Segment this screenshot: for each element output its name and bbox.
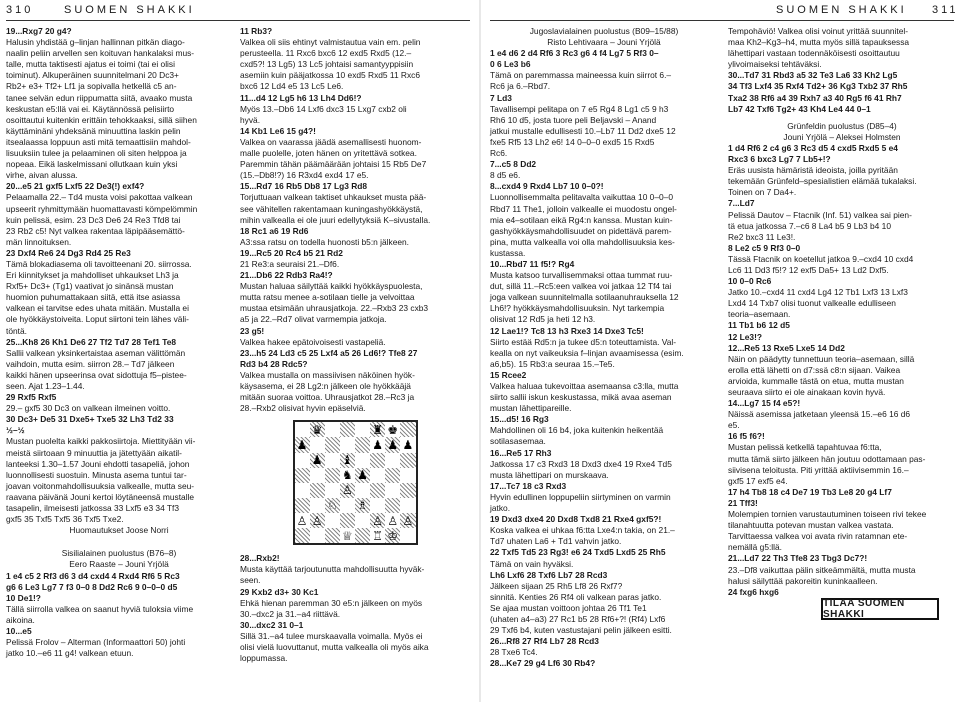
move-line: 21 Tff3! (728, 497, 758, 508)
text-line: gxf5 17 exf5 e4. (728, 475, 788, 486)
text-line: nopeaa. Eikä laskelmissani ollutkaan kuin yksi (6, 159, 178, 170)
move-line: 17...Tc7 18 c3 Rxd3 (490, 480, 567, 491)
text-line: meistä siirtoaan 9 minuuttia ja jätettyään aikatil- (6, 447, 182, 458)
board-square: ♔ (385, 528, 400, 543)
text-line: Näissä asemissa jatketaan yleensä 15.–e6 16 d6 (728, 409, 911, 420)
text-line: luonnollisesti suostuin. Minusta asema tuntui tar- (6, 469, 187, 480)
text-line: Rc6. (490, 148, 508, 159)
text-line: Tämä on paremmassa maineessa kuin siirrot 6.– (490, 70, 672, 81)
text-line: män linnoituksen. (6, 236, 72, 247)
text-line: musta lähettipari on murskaava. (490, 469, 609, 480)
text-line: Valkea on vaarassa jäädä asemallisesti huonom- (240, 136, 422, 147)
left-page-number: 310 (6, 4, 34, 16)
move-line: 16...Re5 17 Rh3 (490, 447, 552, 458)
text-line: Halusin yhdistää g–linjan hallinnan pitkän diago- (6, 37, 185, 48)
text-line: Rc6 ja 6.–Rbd7. (490, 81, 551, 92)
text-line: Mustan haluaa säilyttää kaikki hyökkäyspuolesta, (240, 281, 423, 292)
board-square (325, 437, 340, 452)
text-line: Tempohäviö! Valkea olisi voinut yrittää suunnitel- (728, 26, 908, 36)
move-line: 16 f5 f6?! (728, 431, 765, 442)
text-line: Myös 13.–Db6 14 Lxf6 dxc3 15 Lxg7 cxb2 oli (240, 103, 407, 114)
column-4 (728, 26, 956, 597)
move-line: 11 Rb3? (240, 26, 273, 36)
board-square (400, 483, 415, 498)
board-square (340, 498, 355, 513)
board-square (310, 528, 325, 543)
move-line: 8 Le2 c5 9 Rf3 0–0 (728, 242, 801, 253)
game-heading: Jugoslavialainen puolustus (B09–15/88) (529, 26, 679, 36)
board-square (370, 483, 385, 498)
text-line: Valkea haluaa tukevoittaa asemaansa c3:lla, mutta (490, 381, 679, 391)
board-square (295, 453, 310, 468)
board-square: ♙ (370, 513, 385, 528)
text-line: seen. Ajat 1.23–1.44. (6, 381, 85, 391)
board-square (385, 468, 400, 483)
board-square: ♟ (295, 437, 310, 452)
subscribe-badge[interactable]: TILAA SUOMEN SHAKKI (821, 598, 939, 620)
board-square (325, 422, 340, 437)
move-line: 26...Rf8 27 Rf4 Lb7 28 Rcd3 (490, 636, 599, 647)
move-line: 12 Lae1!? Tc8 13 h3 Rxe3 14 Dxe3 Tc5! (490, 325, 644, 336)
text-line: cxd5?! 13 Lg5) 13 Lc5 johtaisi samantyyppisiin (240, 59, 414, 70)
board-square (385, 498, 400, 513)
chess-diagram (293, 420, 418, 545)
text-line: siirto sallii iskun keskustassa, mikä avaa aseman (490, 392, 672, 403)
text-line: A3:ssa ratsu on todella huonosti b5:n jälkeen. (240, 236, 410, 247)
move-line: 7 Ld3 (490, 92, 512, 103)
board-square (325, 468, 340, 483)
text-line: olisi vielä luovuttanut, mutta valkealla oli myös aika (240, 642, 429, 653)
board-square: ♙ (385, 513, 400, 528)
text-line: e5. (728, 420, 740, 431)
move-line: 1 d4 Rf6 2 c4 g6 3 Rc3 d5 4 cxd5 Rxd5 5 e4 (728, 142, 898, 153)
move-line: 7...Ld7 (728, 198, 755, 209)
board-square (400, 498, 415, 513)
text-line: seen. (240, 575, 261, 586)
move-line: Lh6 Lxf6 28 Txf6 Lb7 28 Rcd3 (490, 569, 608, 580)
text-line: Rbd7 11 The1, jolloin valkealle ei muodostu ongel- (490, 203, 677, 214)
board-square (355, 483, 370, 498)
board-square (295, 468, 310, 483)
text-line: a5 ja 22.–Rd7 olivat varmempia jatkoja. (240, 314, 387, 325)
text-line: vaihdoin, mutta esim. siirron 28.– Td7 jälkeen (6, 358, 175, 369)
board-square: ♙ (400, 513, 415, 528)
board-square: ♟ (355, 468, 370, 483)
text-line: talle, mutta taktisesti ajatus ei toimi (tai ei olisi (6, 59, 175, 70)
text-line: Valkea hakee epätoivoisesti vastapeliä. (240, 336, 386, 347)
move-line: 8...cxd4 9 Rxd4 Lb7 10 0–0?! (490, 181, 604, 192)
text-line: kaikki hänen upseerinsa ovat sidottuja f5–pistee- (6, 369, 187, 380)
move-line: 12...Re5 13 Rxe5 Lxe5 14 Dd2 (728, 342, 845, 353)
text-line: Valkea oli siis ehtinyt valmistautua vain em. pelin (240, 37, 421, 48)
text-line: 29 Txf6 b4, kuten vastustajani pelin jälkeen esitti. (490, 625, 672, 636)
move-line: 11...d4 12 Lg5 h6 13 Lh4 Dd6!? (240, 92, 362, 103)
text-line: Pelissä Frolov – Alterman (Informaattori 50) johti (6, 637, 186, 648)
text-line: töntä. (6, 325, 27, 336)
move-line: ½–½ (6, 425, 25, 436)
text-line: perusteella. 11 Rxc6 bxc6 12 exd5 Rxd5 (12.– (240, 48, 412, 59)
text-line: Hyvin edullinen loppupeliin siirtyminen on varmin (490, 491, 671, 502)
game-heading: Eero Raaste – Jouni Yrjölä (69, 559, 169, 570)
board-square: ♙ (340, 483, 355, 498)
text-line: Lh6!? hyökkäysmahdollisuuksin. Nyt tarkempia (490, 303, 665, 314)
text-line: Lc6 11 Dd3 f5!? 12 exf5 Da5+ 13 Ld2 Dxf5. (728, 264, 889, 275)
text-line: joavan voitonmahdollisuuksia valkealle, mutta seu- (6, 480, 195, 491)
move-line: 30...Td7 31 Rbd3 a5 32 Te3 La6 33 Kh2 Lg5 (728, 70, 898, 81)
text-line: nemällä g5:llä. (728, 542, 783, 553)
board-square: ♗ (355, 498, 370, 513)
text-line: teoria–asemaan. (728, 309, 791, 320)
board-square: ♚ (385, 422, 400, 437)
text-line: kuin pelissä, esim. 23 Dc3 De6 24 Re3 Tfd8 tai (6, 214, 181, 225)
text-line: halusi säilyttää pakoreitin kuninkaalleen. (728, 575, 878, 586)
move-line: 11 Tb1 b6 12 d5 (728, 320, 790, 331)
board-square: ♕ (340, 528, 355, 543)
text-line: maa Kh2–Kg3–h4, mutta myös sillä tapauksessa (728, 37, 910, 48)
text-line: erolla että lähetti on d7:ssä c8:n sijaan. Vaikea (728, 364, 901, 375)
board-square (355, 513, 370, 528)
text-line: huomion puhumattakaan siitä, että itse asiassa (6, 292, 181, 303)
board-square (385, 483, 400, 498)
right-page-number: 311 (932, 4, 959, 16)
move-line: 23 g5! (240, 325, 265, 336)
text-line: Td7 uhaten La6 + Td1 vahvin jatko. (490, 536, 622, 547)
board-square (400, 422, 415, 437)
move-line: 10 De1!? (6, 592, 41, 603)
text-line: lisuuksiin tulee ja pelaaminen oli siten helppoa ja (6, 148, 187, 159)
board-square (310, 437, 325, 452)
column-2-top (240, 26, 470, 414)
board-square (400, 528, 415, 543)
board-square (340, 513, 355, 528)
move-line: 19 Dxd3 dxe4 20 Dxd8 Txd8 21 Rxe4 gxf5?! (490, 514, 662, 525)
text-line: olisivat 12 Rd5 ja heti 12 h3. (490, 314, 596, 325)
right-header-rule (490, 20, 954, 21)
board-square: ♞ (340, 468, 355, 483)
move-line: 19...Rxg7 20 g4? (6, 26, 72, 36)
text-line: Mahdollinen oli 16 b4, joka kuitenkin heikentää (490, 425, 664, 436)
text-line: Valkea mustalla on massiivisen näköinen hyök- (240, 369, 415, 380)
move-line: 34 Tf3 Lxf4 35 Rxf4 Td2+ 36 Kg3 Txb2 37 Rh5 (728, 81, 908, 92)
text-line: Musta katsoo turvallisemmaksi ottaa tummat ruu- (490, 270, 673, 281)
board-square (370, 468, 385, 483)
text-line: Torjuttuaan valkean taktiset uhkaukset musta pää- (240, 192, 427, 203)
board-square (355, 528, 370, 543)
board-square (385, 453, 400, 468)
move-line: 23 Dxf4 Re6 24 Dg3 Rd4 25 Re3 (6, 247, 131, 258)
board-square (295, 483, 310, 498)
text-line: käyttäminäni yhdeksänä minuuttina laskin pelin (6, 125, 181, 136)
board-square (355, 437, 370, 452)
move-line: Txa2 38 Rf6 a4 39 Rxh7 a3 40 Rg5 f6 41 Rh7 (728, 92, 902, 103)
text-line: siivisena teloitusta. Piti yrittää aktiivisemmin 16.– (728, 464, 909, 475)
text-line: Jälkeen sijaan 25 Rh5 Lf8 26 Rxf7? (490, 580, 623, 591)
text-line: Mustan puolelta kaikki pakkosiirtoja. Miettityään vii- (6, 436, 196, 447)
move-line: 10...e5 (6, 625, 32, 636)
text-line: tä etua jatkossa 7.–c6 8 La4 b5 9 Lb3 b4 10 (728, 220, 891, 231)
text-line: sinnitä. Kenties 26 Rf4 oli valkean paras jatko. (490, 591, 662, 602)
move-line: Rd3 b4 28 Rdc5? (240, 358, 308, 369)
move-line: 10...Rbd7 11 f5!? Rg4 (490, 258, 575, 269)
text-line: keskustan e5:llä vai ei. Käytännössä pelisiirto (6, 103, 175, 114)
board-square (340, 437, 355, 452)
column-2 (240, 26, 470, 696)
text-line: virhe, aivan alussa. (6, 170, 78, 181)
game-heading: Grünfeldin puolustus (D85–4) (787, 120, 897, 131)
board-square (370, 453, 385, 468)
text-line: 29.– gxf5 30 Dc3 on valkean ilmeinen voitto. (6, 403, 171, 414)
move-line: 28...Rxb2! (240, 553, 280, 564)
text-line: Sallii valkean yksinkertaistaa aseman välittömän (6, 347, 186, 358)
text-line: Koska valkea ei uhkaa f6:tta Lxe4:n takia, on 21.– (490, 525, 675, 536)
text-line: Jatko 10.–cxd4 11 cxd4 Lg4 12 Tb1 Lxf3 13 Lxf3 (728, 287, 908, 298)
board-square (400, 468, 415, 483)
page-gutter (479, 0, 481, 702)
text-line: hyvä. (240, 114, 261, 125)
board-square (310, 468, 325, 483)
text-line: ole hyökkäystoiveita. Loput siirtoni tein lähes väli- (6, 314, 189, 325)
move-line: 22 Txf5 Td5 23 Rg3! e6 24 Txd5 Lxd5 25 Rh5 (490, 547, 666, 558)
text-line: Re2 bxc3 11 Le3!. (728, 231, 796, 242)
text-line: (uhaten a4–a3) 27 Rc1 b5 28 Rf6+?! (Rf4) Lxf6 (490, 613, 666, 624)
board-square (400, 453, 415, 468)
text-line: mutta ratsu menee a-sotilaan tielle ja velvoittaa (240, 292, 415, 303)
board-square: ♙ (310, 513, 325, 528)
board-square: ♖ (370, 528, 385, 543)
text-line: 21 Re3:a seuraisi 21.–Df6. (240, 258, 340, 269)
text-line: arvioida, kummalle tästä on etua, mutta mustan (728, 375, 904, 386)
text-line: Sillä 31.–a4 tulee murskaavalla voimalla. Myös ei (240, 630, 423, 641)
move-line: 19...Rc5 20 Rc4 b5 21 Rd2 (240, 247, 343, 258)
board-square (325, 528, 340, 543)
text-line: raavana päivänä Jouni kertoi löytäneensä mustalle (6, 491, 195, 502)
text-line: Rxf5+ Dc3+ (Tg1) vaativat jo sinänsä mustan (6, 281, 174, 292)
text-line: Molempien tornien varustautuminen toiseen rivi tekee (728, 509, 927, 520)
board-square: ♙ (295, 513, 310, 528)
text-line: kealla on nyt vaikeuksia f–linjan avaamisessa (esim. (490, 347, 684, 358)
text-line: gxf5 35 Txf5 Txf5 36 Txf5 Txe2. (6, 514, 124, 525)
text-line: fxe5 Rf5 13 Lh2 e6! 14 0–0–0 exd5 15 Rxd5 (490, 136, 655, 147)
text-line: mustaa etsimään uhrausjatkoja. 22.–Rxb3 23 cxb3 (240, 303, 429, 314)
move-line: 14...Lg7 15 f4 e5?! (728, 398, 801, 409)
move-line: Lb7 42 Txf6 Tg2+ 43 Kh4 Le4 44 0–1 (728, 103, 871, 114)
column-2-bottom (240, 553, 470, 664)
text-line: tilanahtuutta potevan mustan valkea vastata. (728, 520, 894, 531)
board-square (325, 453, 340, 468)
text-line: malle puolelle, joten hänen on yritettävä sotkea. (240, 148, 417, 159)
text-line: loppumassa. (240, 653, 288, 664)
move-line: 30 Dc3+ De5 31 Dxe5+ Txe5 32 Lh3 Td2 33 (6, 414, 174, 425)
text-line: Rb2+ e3+ Tf2+ Lf1 ja sopivalla hetkellä c5 an- (6, 81, 177, 92)
text-line: Paremmin tähän päämäärään johtaisi 15 Rb5 De7 (240, 159, 427, 170)
move-line: 12 Le3!? (728, 331, 762, 342)
text-line: Se ajaa mustan voittoon johtaa 26 Tf1 Te1 (490, 602, 647, 613)
board-square (340, 422, 355, 437)
text-line: tasapelin, ilmeisesti jatkossa 33 Lxf5 e3 34 Tf3 (6, 503, 180, 514)
text-line: Pelissä Dautov – Ftacnik (Inf. 51) valkea sai pien- (728, 209, 912, 220)
text-line: ylivoimaiseksi tehtäväksi. (728, 59, 822, 70)
text-line: Toinen on 7 Da4+. (728, 187, 797, 198)
text-line: itsealaassa loppuun asti mitä temaattisiin mahdol- (6, 136, 191, 147)
move-line: 10 0–0 Rc6 (728, 276, 772, 287)
board-square (325, 513, 340, 528)
text-line: 28 Txe6 Tc4. (490, 647, 538, 658)
move-line: 14 Kb1 Le6 15 g4?! (240, 125, 316, 136)
text-line: Ehkä hienan paremman 30 e5:n jälkeen on myös (240, 597, 423, 608)
text-line: Luonnollisemmalta pelitavalta vaikuttaa 10 0–0–0 (490, 192, 673, 203)
left-running-title: SUOMEN SHAKKI (64, 4, 195, 16)
game-heading: Risto Lehtivaara – Jouni Yrjölä (547, 37, 661, 48)
board-square (295, 422, 310, 437)
text-line: lanteeksi 1.30–1.57 Jouni ehdotti tasapeliä, johon (6, 458, 190, 469)
board-square: ♟ (400, 437, 415, 452)
move-line: 29 Rxf5 Rxf5 (6, 392, 57, 403)
move-line: 24 fxg6 hxg6 (728, 586, 779, 597)
text-line: kustassa. (490, 247, 526, 258)
move-line: g6 6 Le3 Lg7 7 f3 0–0 8 Dd2 Rc6 9 0–0–0 d5 (6, 581, 178, 592)
text-line: 23.–Df8 vaikuttaa pälin sitkeämmältä, mutta musta (728, 564, 916, 575)
text-line: Eri kiinnitykset ja mahdolliset uhkaukset Lh3 ja (6, 270, 179, 281)
board-square (370, 498, 385, 513)
text-line: (15.–Db8!?) 16 R3xd4 exd4 17 e5. (240, 170, 369, 181)
text-line: mia e4–sotilaan eikä Rg4:n kanssa. Mustan kuin- (490, 214, 673, 225)
text-line: Näin on päädytty tunnettuun teoria–asemaan, sillä (728, 353, 915, 364)
text-line: Tämä on vain hyväksi. (490, 558, 574, 569)
text-line: tanee selvän edun riippumatta siitä, avaako musta (6, 92, 193, 103)
text-line: valkean ei tarvitse edes uhata mitään. Mustalla ei (6, 303, 189, 314)
text-line: sotilasasemaa. (490, 436, 546, 447)
text-line: Tällä siirrolla valkea on saanut hyviä tuloksia viime (6, 603, 194, 614)
text-line: jatko. (490, 503, 511, 514)
move-line: 15...Rd7 16 Rb5 Db8 17 Lg3 Rd8 (240, 181, 368, 192)
board-square: ♝ (340, 453, 355, 468)
board-square: ♟ (310, 453, 325, 468)
board-square: ♟ (385, 437, 400, 452)
move-line: 20...e5 21 gxf5 Lxf5 22 De3(!) exf4? (6, 181, 145, 192)
move-line: 17 h4 Tb8 18 c4 De7 19 Tb3 Le8 20 g4 Lf7 (728, 486, 892, 497)
text-line: 23 Rb2 c5! Nyt valkea rakentaa läpipääsemättö- (6, 225, 185, 236)
move-line: 15...d5! 16 Rg3 (490, 414, 549, 425)
text-line: aikoina. (6, 614, 35, 625)
text-line: mitään suoraa voittoa. Uhrausjatkot 28.–Rc3 ja (240, 392, 415, 403)
text-line: upseerit ryhmittymään huomattavasti kömpelömmin (6, 203, 198, 214)
text-line: osoittautui kuitenkin erittäin tehokkaaksi, sillä siihen (6, 114, 197, 125)
text-line: jatko 10.–e6 11 g4! valkean etuun. (6, 648, 134, 659)
board-square: ♛ (310, 422, 325, 437)
game-heading: Sisilialainen puolustus (B76–8) (61, 548, 177, 559)
text-line: Tavallisempi pelitapa on 7 e5 Rg4 8 Lg1 c5 9 h3 (490, 103, 669, 114)
move-line: 1 e4 d6 2 d4 Rf6 3 Rc3 g6 4 f4 Lg7 5 Rf3 0– (490, 48, 659, 59)
board-square (355, 422, 370, 437)
text-line: Tämä blokadiasema oli tavoitteenani 20. siirrossa. (6, 258, 192, 269)
board-square (295, 528, 310, 543)
move-line: Rxc3 6 bxc3 Lg7 7 Lb5+!? (728, 154, 831, 165)
text-line: Tarvittaessa valkea voi avata rivin ratamnan ete- (728, 531, 908, 542)
move-line: 28...Ke7 29 g4 Lf6 30 Rb4? (490, 658, 596, 669)
move-line: 0 6 Le3 b6 (490, 59, 531, 70)
board-square (310, 483, 325, 498)
right-running-title: SUOMEN SHAKKI (776, 4, 907, 16)
text-line: bxc6 12 Ld4 e5 13 Lc5 Le6. (240, 81, 344, 92)
text-line: 8 d5 e6. (490, 170, 521, 181)
text-line: Pelaamalla 22.– Td4 musta voisi pakottaa valkean (6, 192, 193, 203)
move-line: 18 Rc1 a6 19 Rd6 (240, 225, 309, 236)
text-line: see vähitellen rakentamaan kuningashyökkäystä, (240, 203, 423, 214)
text-line: Lxd4 14 Txb7 olisi tuonut valkealle edulliseen (728, 298, 896, 309)
text-line: Rh6 10 d5, josta tuore peli Beljavski – Anand (490, 114, 657, 125)
text-line: Tässä Ftacnik on koetellut jatkoa 9.–cxd4 10 cxd4 (728, 253, 914, 264)
text-line: toiminut). Alkuperäinen suunnitelmani 20 Dc3+ (6, 70, 179, 81)
move-line: 21...Ld7 22 Th3 Tfe8 23 Tbg3 Dc7?! (728, 553, 868, 564)
text-line: Musta käyttää tarjoutunutta mahdollisuutta hyväk- (240, 564, 425, 575)
text-line: mihin valkealla ei ole juuri edellytyksiä K–sivustalla. (240, 214, 431, 225)
text-line: käysasema, ei 28 Lg2:n jälkeen ole hyökkääjä (240, 381, 411, 391)
column-1 (6, 26, 232, 696)
move-line: 30...dxc2 31 0–1 (240, 619, 304, 630)
text-line: pina, mutta valkealla voi olla mahdollisuuksia kes- (490, 236, 675, 247)
text-line: gashyökkäysmahdollisuudet on pidettävä parem- (490, 225, 672, 236)
move-line: 23...h5 24 Ld3 c5 25 Lxf4 a5 26 Ld6!? Tfe8 27 (240, 347, 418, 358)
text-line: a6,b5). 15 Rb3:a seuraa 15.–Te5. (490, 358, 615, 369)
board-square (325, 483, 340, 498)
game-heading: Huomautukset Joose Norri (69, 525, 169, 536)
text-line: 30.–dxc2 ja 31.–a4 riittävä. (240, 608, 341, 619)
game-heading: Jouni Yrjölä – Aleksei Holmsten (783, 131, 901, 142)
text-line: 28.–Rxb2 olisivat hyvin epäselviä. (240, 403, 366, 414)
text-line: Jatkossa 17 c3 Rxd3 18 Dxd3 dxe4 19 Rxe4 Td5 (490, 458, 672, 469)
text-line: mutta tämä siirto jälkeen hän joutuu odottamaan pas- (728, 453, 926, 464)
board-square (295, 498, 310, 513)
text-line: naalin peliin arvellen sen koituvan hankalaksi mus- (6, 48, 195, 59)
text-line: dut, sillä 11.–Rc5:een valkea voi jatkaa 12 Tf4 tai (490, 281, 672, 292)
text-line: joga valkean suunnitelmalla sotilaanuhrauksella 12 (490, 292, 679, 303)
text-line: jatkui mustalle edullisesti 10.–Lb7 11 Dd2 dxe5 12 (490, 125, 676, 136)
board-square: ♟ (370, 437, 385, 452)
text-line: asemiin kuin pääjatkossa 10 exd5 Rxd5 11 Rxc6 (240, 70, 421, 81)
move-line: 25...Kh8 26 Kh1 De6 27 Tf2 Td7 28 Tef1 Te8 (6, 336, 177, 347)
text-line: mustan lähettipareille. (490, 403, 572, 414)
board-square: ♜ (370, 422, 385, 437)
move-line: 21...Db6 22 Rdb3 Ra4!? (240, 270, 333, 281)
board-square (310, 498, 325, 513)
text-line: Eräs uusista hämäristä ideoista, joilla pyritään (728, 165, 898, 176)
text-line: tekemään Grünfeld–spesialistien elämää tukalaksi. (728, 176, 917, 187)
board-square (355, 453, 370, 468)
text-line: lähettipari vastaan todennäköisesti osoittautuu (728, 48, 900, 59)
move-line: 1 e4 c5 2 Rf3 d6 3 d4 cxd4 4 Rxd4 Rf6 5 Rc3 (6, 570, 180, 581)
move-line: 15 Rcee2 (490, 369, 527, 380)
move-line: 7...c5 8 Dd2 (490, 159, 537, 170)
move-line: 29 Kxb2 d3+ 30 Kc1 (240, 586, 319, 597)
text-line: Siirto estää Rd5:n ja tukee d5:n toteuttamista. Val- (490, 336, 677, 347)
board-square: ♘ (325, 498, 340, 513)
text-line: seuraava siirto ei ole ainakaan kovin hyvä. (728, 387, 886, 397)
left-header-rule (6, 20, 470, 21)
text-line: Mustan pelissä ketkellä tapahtuvaa f6:tta, (728, 442, 882, 453)
column-3 (490, 26, 718, 696)
